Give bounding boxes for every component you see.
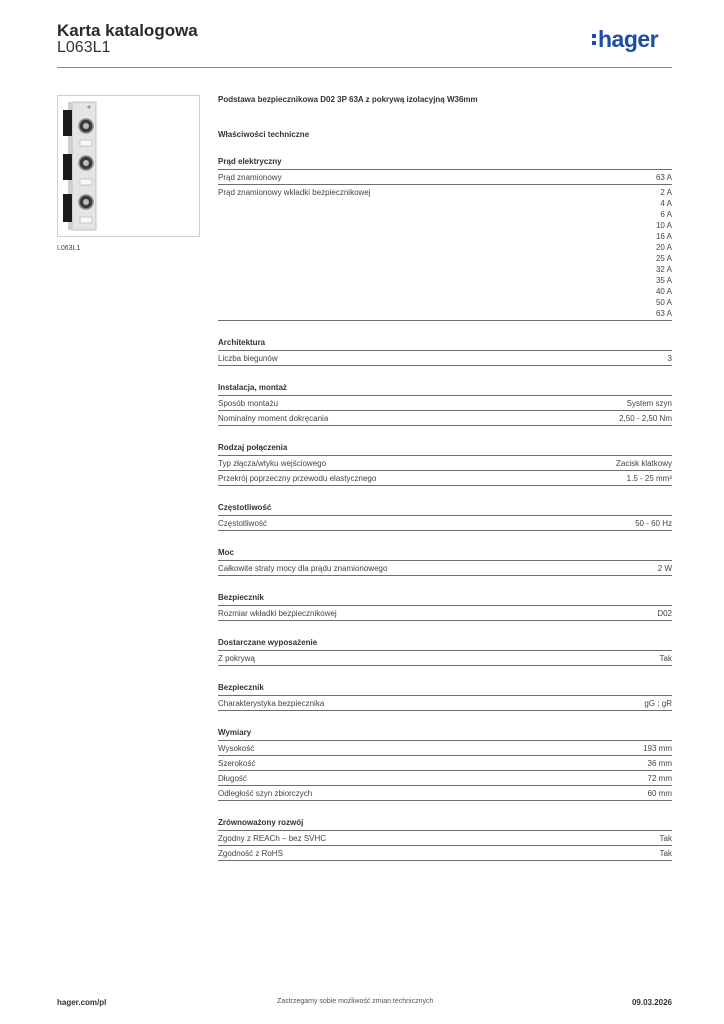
spec-label: Rozmiar wkładki bezpiecznikowej: [218, 609, 337, 618]
product-image: [57, 95, 200, 237]
spec-value-item: 2,50 - 2,50 Nm: [619, 414, 672, 423]
spec-value-item: 63 A: [655, 173, 672, 182]
spec-row: [218, 786, 672, 801]
section-title: Moc: [218, 547, 672, 561]
spec-value-item: D02: [657, 609, 672, 618]
spec-value-item: 2 A: [660, 188, 672, 197]
spec-section: [218, 637, 672, 666]
spec-value-item: gG ; gR: [644, 699, 672, 708]
spec-section: [218, 156, 672, 321]
spec-label: Odległość szyn zbiorczych: [218, 789, 313, 798]
spec-label: Typ złącza/wtyku wejściowego: [218, 459, 327, 468]
header-divider: [57, 67, 672, 68]
spec-value-item: 4 A: [660, 199, 672, 208]
spec-value-item: 40 A: [655, 287, 672, 296]
spec-label: Sposób montażu: [218, 399, 279, 408]
spec-row: [218, 456, 672, 471]
spec-value: [643, 743, 672, 754]
spec-value-item: 25 A: [655, 254, 672, 263]
spec-label: Szerokość: [218, 759, 256, 768]
spec-section: [218, 682, 672, 711]
section-title: Zrównoważony rozwój: [218, 817, 672, 831]
spec-label: Zgodny z REACh – bez SVHC: [218, 834, 327, 843]
spec-value: [660, 833, 672, 844]
section-title: Dostarczane wyposażenie: [218, 637, 672, 651]
spec-value-item: Zacisk klatkowy: [615, 459, 672, 468]
spec-sections: [218, 156, 672, 861]
logo-dots-icon: [592, 34, 596, 45]
spec-value: [657, 608, 672, 619]
spec-value-item: 32 A: [655, 265, 672, 274]
spec-value-item: 36 mm: [647, 759, 672, 768]
section-title: Wymiary: [218, 727, 672, 741]
spec-label: Zgodność z RoHS: [218, 849, 283, 858]
spec-label: Charakterystyka bezpiecznika: [218, 699, 325, 708]
spec-label: Całkowite straty mocy dla prądu znamionowego: [218, 564, 388, 573]
spec-row: [218, 561, 672, 576]
footer-disclaimer: Zastrzegamy sobie możliwość zmian technicznych: [277, 998, 434, 1005]
spec-label: Długość: [218, 774, 247, 783]
spec-value: [616, 458, 672, 469]
spec-value: [627, 473, 672, 484]
spec-section: [218, 502, 672, 531]
spec-label: Prąd znamionowy: [218, 173, 282, 182]
specs-heading: Właściwości techniczne: [218, 130, 310, 139]
section-title: Bezpiecznik: [218, 682, 672, 696]
spec-row: [218, 351, 672, 366]
hager-logo[interactable]: [592, 28, 658, 51]
spec-section: [218, 547, 672, 576]
spec-section: [218, 382, 672, 426]
section-title: Częstotliwość: [218, 502, 672, 516]
spec-value-item: 2 W: [657, 564, 672, 573]
section-title: Instalacja, montaż: [218, 382, 672, 396]
spec-content: [218, 94, 672, 861]
spec-section: [218, 337, 672, 366]
product-description: Podstawa bezpiecznikowa D02 3P 63A z pokrywą izolacyjną W36mm: [218, 95, 478, 104]
spec-label: Liczba biegunów: [218, 354, 278, 363]
spec-value: [644, 698, 672, 709]
spec-value: [656, 187, 672, 319]
section-title: Bezpiecznik: [218, 592, 672, 606]
spec-row: [218, 411, 672, 426]
spec-section: [218, 727, 672, 801]
spec-row: [218, 185, 672, 321]
spec-row: [218, 651, 672, 666]
footer-website-link[interactable]: hager.com/pl: [57, 998, 107, 1007]
spec-row: [218, 170, 672, 185]
spec-row: [218, 741, 672, 756]
product-code: L063L1: [57, 39, 111, 56]
spec-value-item: 50 A: [655, 298, 672, 307]
spec-row: [218, 471, 672, 486]
spec-value-item: Tak: [659, 654, 672, 663]
spec-value-item: 1.5 - 25 mm²: [626, 474, 672, 483]
spec-row: [218, 696, 672, 711]
document-title: Karta katalogowa: [57, 21, 198, 40]
spec-value-item: 72 mm: [647, 774, 672, 783]
spec-section: [218, 592, 672, 621]
spec-value-item: 10 A: [655, 221, 672, 230]
section-title: Prąd elektryczny: [218, 156, 672, 170]
spec-label: Wysokość: [218, 744, 255, 753]
spec-value: [648, 773, 672, 784]
section-title: Rodzaj połączenia: [218, 442, 672, 456]
spec-row: [218, 846, 672, 861]
spec-value: [660, 653, 672, 664]
spec-value-item: 63 A: [655, 309, 672, 318]
spec-label: Prąd znamionowy wkładki bezpiecznikowej: [218, 188, 371, 197]
spec-value-item: 60 mm: [647, 789, 672, 798]
spec-row: [218, 831, 672, 846]
spec-value: [648, 758, 672, 769]
spec-label: Częstotliwość: [218, 519, 267, 528]
spec-value-item: 20 A: [655, 243, 672, 252]
spec-value: [660, 848, 672, 859]
spec-value: [619, 413, 672, 424]
spec-value: [668, 353, 672, 364]
spec-value-item: Tak: [659, 834, 672, 843]
image-caption: L063L1: [57, 245, 81, 252]
spec-value-item: 3: [667, 354, 672, 363]
spec-label: Nominalny moment dokręcania: [218, 414, 329, 423]
logo-text: hager: [598, 26, 659, 52]
spec-section: [218, 442, 672, 486]
spec-value: [635, 518, 672, 529]
spec-value-item: 35 A: [655, 276, 672, 285]
spec-value: [658, 563, 672, 574]
spec-row: [218, 771, 672, 786]
spec-section: [218, 817, 672, 861]
spec-value: [627, 398, 672, 409]
spec-value-item: 6 A: [660, 210, 672, 219]
spec-value-item: 16 A: [655, 232, 672, 241]
section-title: Architektura: [218, 337, 672, 351]
spec-value-item: 50 - 60 Hz: [635, 519, 672, 528]
footer-date: 09.03.2026: [631, 998, 672, 1007]
spec-value-item: Tak: [659, 849, 672, 858]
spec-label: Z pokrywą: [218, 654, 255, 663]
spec-value-item: 193 mm: [643, 744, 672, 753]
spec-value: [648, 788, 672, 799]
spec-row: [218, 756, 672, 771]
spec-row: [218, 516, 672, 531]
spec-value: [656, 172, 672, 183]
spec-value-item: System szyn: [626, 399, 672, 408]
spec-label: Przekrój poprzeczny przewodu elastycznego: [218, 474, 377, 483]
fuse-base-illustration: [58, 96, 199, 236]
spec-row: [218, 396, 672, 411]
spec-row: [218, 606, 672, 621]
